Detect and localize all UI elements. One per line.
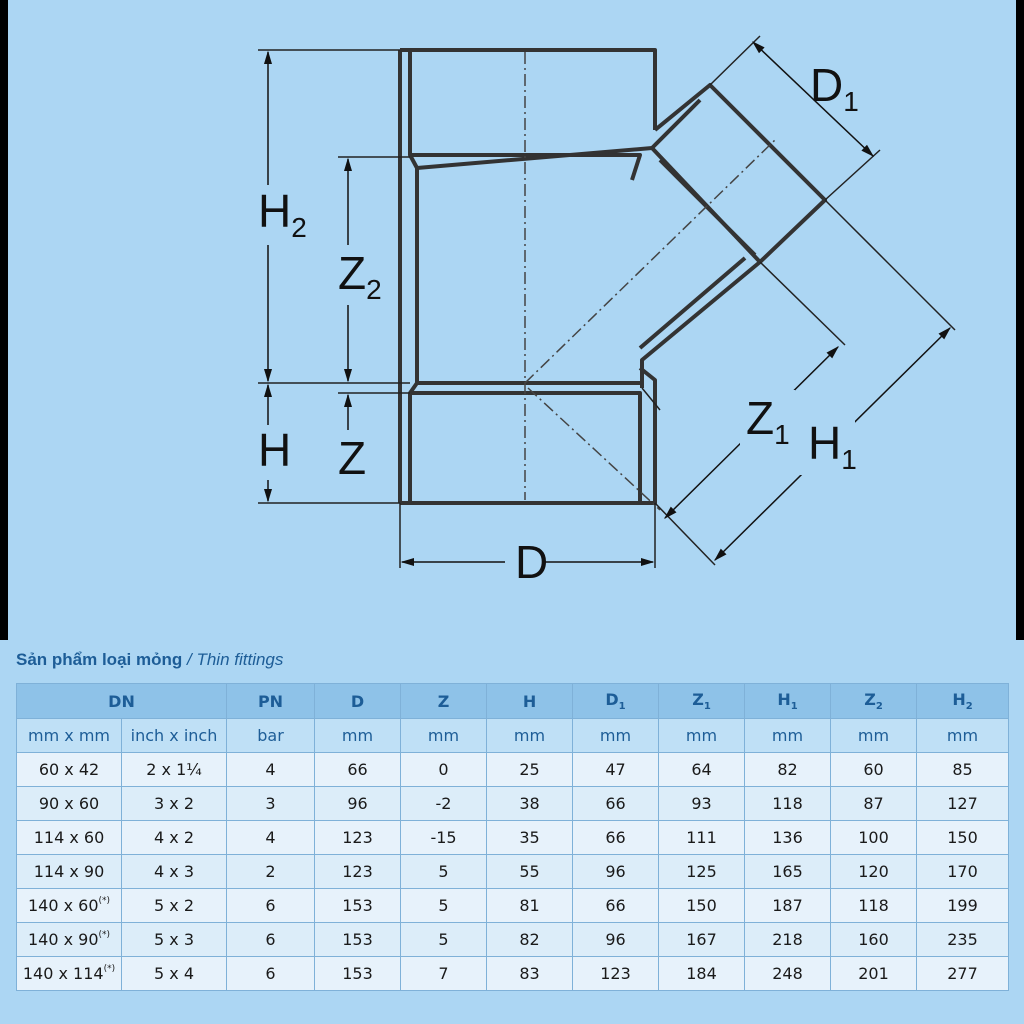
- cell-d1: 47: [573, 753, 659, 787]
- cell-d1: 96: [573, 923, 659, 957]
- header-row: [17, 684, 1009, 719]
- cell-inch: 4 x 2: [122, 821, 227, 855]
- label-h1: $H_1$: [808, 417, 857, 475]
- cell-h: 55: [487, 855, 573, 889]
- cell-d: 153: [315, 923, 401, 957]
- cell-h2: 199: [917, 889, 1009, 923]
- cell-h: 81: [487, 889, 573, 923]
- header-dn: DN: [17, 684, 227, 719]
- label-z2: $Z_2$: [338, 247, 382, 305]
- table-row: [17, 889, 1009, 923]
- cell-h2: 170: [917, 855, 1009, 889]
- cell-d1: 96: [573, 855, 659, 889]
- cell-dn-mm: 60 x 42: [17, 753, 122, 787]
- cell-d1: 123: [573, 957, 659, 991]
- cell-h1: 187: [745, 889, 831, 923]
- cell-z1: 167: [659, 923, 745, 957]
- table-panel: [0, 640, 1024, 1024]
- cell-d1: 66: [573, 821, 659, 855]
- header-h: H: [487, 684, 573, 719]
- caption-vietnamese: Sản phẩm loại mỏng: [16, 650, 183, 669]
- table-row: [17, 753, 1009, 787]
- cell-d: 123: [315, 855, 401, 889]
- cell-z1: 125: [659, 855, 745, 889]
- table-caption: [16, 650, 283, 670]
- cell-h2: 235: [917, 923, 1009, 957]
- cell-h: 38: [487, 787, 573, 821]
- unit-z2: mm: [831, 719, 917, 753]
- cell-d1: 66: [573, 889, 659, 923]
- spec-table: [16, 683, 1009, 991]
- unit-pn: bar: [227, 719, 315, 753]
- cell-z2: 118: [831, 889, 917, 923]
- diagram-panel: [8, 0, 1016, 640]
- cell-z: 7: [401, 957, 487, 991]
- cell-h2: 277: [917, 957, 1009, 991]
- cell-z: 5: [401, 889, 487, 923]
- cell-h1: 136: [745, 821, 831, 855]
- cell-z2: 160: [831, 923, 917, 957]
- table-row: [17, 787, 1009, 821]
- table-row: [17, 957, 1009, 991]
- cell-z: 0: [401, 753, 487, 787]
- cell-inch: 2 x 1¼: [122, 753, 227, 787]
- cell-pn: 2: [227, 855, 315, 889]
- cell-z: -15: [401, 821, 487, 855]
- label-z: Z: [338, 432, 367, 484]
- unit-z1: mm: [659, 719, 745, 753]
- cell-h2: 85: [917, 753, 1009, 787]
- cell-z1: 111: [659, 821, 745, 855]
- label-d: D: [515, 536, 549, 588]
- cell-z2: 100: [831, 821, 917, 855]
- cell-pn: 6: [227, 889, 315, 923]
- cell-h1: 165: [745, 855, 831, 889]
- label-d1: $D_1$: [810, 59, 859, 117]
- cell-d: 96: [315, 787, 401, 821]
- cell-inch: 4 x 3: [122, 855, 227, 889]
- label-h: H: [258, 424, 292, 476]
- cell-d: 153: [315, 889, 401, 923]
- cell-z1: 64: [659, 753, 745, 787]
- caption-separator: /: [186, 650, 192, 669]
- cell-z: 5: [401, 923, 487, 957]
- cell-dn-mm: 140 x 90(*): [17, 923, 122, 957]
- caption-english: Thin fittings: [196, 650, 284, 669]
- cell-dn-mm: 140 x 114(*): [17, 957, 122, 991]
- cell-dn-mm: 90 x 60: [17, 787, 122, 821]
- cell-h: 25: [487, 753, 573, 787]
- unit-h1: mm: [745, 719, 831, 753]
- cell-pn: 4: [227, 821, 315, 855]
- cell-z: -2: [401, 787, 487, 821]
- cell-z: 5: [401, 855, 487, 889]
- cell-dn-mm: 114 x 90: [17, 855, 122, 889]
- cell-z1: 184: [659, 957, 745, 991]
- wye-fitting-drawing: [8, 0, 1016, 640]
- cell-inch: 5 x 3: [122, 923, 227, 957]
- cell-dn-mm: 114 x 60: [17, 821, 122, 855]
- table-row: [17, 821, 1009, 855]
- cell-inch: 5 x 4: [122, 957, 227, 991]
- unit-mm: mm x mm: [17, 719, 122, 753]
- cell-h1: 82: [745, 753, 831, 787]
- cell-z2: 87: [831, 787, 917, 821]
- header-d1: $D_1$: [573, 684, 659, 719]
- table-row: [17, 855, 1009, 889]
- cell-pn: 6: [227, 957, 315, 991]
- unit-inch: inch x inch: [122, 719, 227, 753]
- unit-h: mm: [487, 719, 573, 753]
- cell-d: 66: [315, 753, 401, 787]
- cell-d1: 66: [573, 787, 659, 821]
- cell-pn: 6: [227, 923, 315, 957]
- table-body: [17, 753, 1009, 991]
- header-z: Z: [401, 684, 487, 719]
- cell-d: 153: [315, 957, 401, 991]
- label-z1: $Z_1$: [746, 392, 790, 450]
- cell-pn: 4: [227, 753, 315, 787]
- label-h2: $H_2$: [258, 185, 307, 243]
- cell-h2: 150: [917, 821, 1009, 855]
- cell-inch: 3 x 2: [122, 787, 227, 821]
- header-d: D: [315, 684, 401, 719]
- cell-h1: 118: [745, 787, 831, 821]
- cell-inch: 5 x 2: [122, 889, 227, 923]
- header-z2: $Z_2$: [831, 684, 917, 719]
- cell-z2: 120: [831, 855, 917, 889]
- cell-d: 123: [315, 821, 401, 855]
- unit-row: [17, 719, 1009, 753]
- cell-dn-mm: 140 x 60(*): [17, 889, 122, 923]
- unit-d1: mm: [573, 719, 659, 753]
- cell-h: 35: [487, 821, 573, 855]
- cell-h1: 218: [745, 923, 831, 957]
- cell-h: 82: [487, 923, 573, 957]
- unit-z: mm: [401, 719, 487, 753]
- cell-z1: 150: [659, 889, 745, 923]
- cell-pn: 3: [227, 787, 315, 821]
- cell-z2: 60: [831, 753, 917, 787]
- table-row: [17, 923, 1009, 957]
- header-z1: $Z_1$: [659, 684, 745, 719]
- header-h1: $H_1$: [745, 684, 831, 719]
- header-h2: $H_2$: [917, 684, 1009, 719]
- cell-h2: 127: [917, 787, 1009, 821]
- unit-d: mm: [315, 719, 401, 753]
- unit-h2: mm: [917, 719, 1009, 753]
- cell-z2: 201: [831, 957, 917, 991]
- cell-h1: 248: [745, 957, 831, 991]
- cell-z1: 93: [659, 787, 745, 821]
- header-pn: PN: [227, 684, 315, 719]
- cell-h: 83: [487, 957, 573, 991]
